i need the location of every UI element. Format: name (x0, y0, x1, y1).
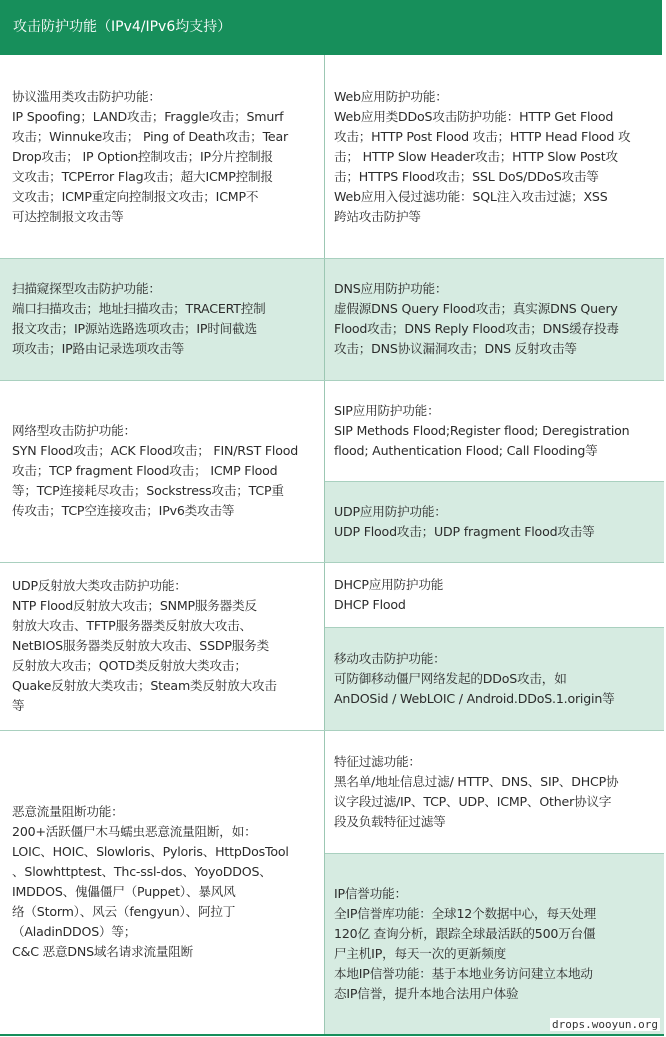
cell-line: 跨站攻击防护等 (334, 208, 421, 224)
cell-line: 攻击；HTTP Post Flood 攻击；HTTP Head Flood 攻 (334, 128, 631, 144)
cell-title: DNS应用防护功能： (334, 281, 448, 296)
cell-line: 报文攻击；IP源站选路选项攻击；IP时间截选 (12, 321, 257, 336)
cell-title: IP信誉功能： (334, 885, 407, 901)
cell-line: 络（Storm）、风云（fengyun）、阿拉丁 (12, 904, 236, 919)
cell-title: UDP反射放大类攻击防护功能： (12, 578, 187, 593)
cell-line: 攻击；TCP fragment Flood攻击； ICMP Flood (12, 463, 278, 478)
right-cell-signature (325, 730, 664, 853)
right-cell-mobile (325, 627, 664, 730)
cell-title: DHCP应用防护功能 (334, 576, 444, 592)
cell-line: 文攻击；TCPError Flag攻击；超大ICMP控制报 (12, 168, 273, 184)
cell-line: 态IP信誉，提升本地合法用户体验 (334, 985, 519, 1001)
cell-line: 尸主机IP，每天一次的更新频度 (334, 945, 507, 961)
left-cell-malicious-traffic (0, 730, 324, 1034)
cell-line: IP Spoofing；LAND攻击；Fraggle攻击；Smurf (12, 108, 284, 124)
cell-line: 攻击；Winnuke攻击； Ping of Death攻击；Tear (12, 128, 288, 144)
cell-line: 射放大攻击、TFTP服务器类反射放大攻击、 (12, 618, 252, 633)
right-cell-dhcp (325, 562, 664, 627)
right-cell-web (325, 55, 664, 258)
cell-line: Drop攻击； IP Option控制攻击；IP分片控制报 (12, 148, 273, 164)
watermark: drops.wooyun.org (552, 1018, 658, 1031)
cell-line: 120亿 查询分析，跟踪全球最活跃的500万台僵 (334, 925, 596, 941)
cell-title: 扫描窥探型攻击防护功能： (12, 281, 161, 296)
cell-line: 全IP信誉库功能：全球12个数据中心，每天处理 (334, 905, 597, 921)
right-cell-sip (325, 380, 664, 481)
column-divider (324, 55, 325, 1035)
cell-line: UDP Flood攻击；UDP fragment Flood攻击等 (334, 523, 595, 539)
cell-line: C&C 恶意DNS域名请求流量阻断 (12, 944, 194, 959)
cell-line: 等 (12, 698, 25, 713)
right-cell-udp (325, 481, 664, 562)
cell-title: UDP应用防护功能： (334, 503, 447, 519)
cell-line: （AladinDDOS）等； (12, 924, 137, 939)
right-cell-dns (325, 258, 664, 380)
row-divider (325, 853, 664, 854)
cell-line: 议字段过滤/IP、TCP、UDP、ICMP、Other协议字 (334, 793, 612, 809)
left-cell-udp-reflection (0, 562, 324, 730)
cell-line: Web应用类DDoS攻击防护功能：HTTP Get Flood (334, 108, 614, 124)
cell-line: 传攻击；TCP空连接攻击；IPv6类攻击等 (12, 503, 235, 518)
cell-title: 移动攻击防护功能： (334, 650, 446, 666)
cell-title: Web应用防护功能： (334, 88, 448, 104)
cell-line: 反射放大攻击；QOTD类反射放大类攻击； (12, 658, 247, 673)
cell-title: SIP应用防护功能： (334, 402, 440, 418)
cell-line: flood; Authentication Flood; Call Flooding等 (334, 442, 598, 458)
cell-line: 击； HTTP Slow Header攻击；HTTP Slow Post攻 (334, 148, 618, 164)
row-divider (0, 380, 664, 381)
cell-line: Web应用入侵过滤功能：SQL注入攻击过滤；XSS (334, 188, 608, 204)
cell-line: 200+活跃僵尸木马蠕虫恶意流量阻断，如： (12, 824, 257, 839)
cell-line: 项攻击；IP路由记录选项攻击等 (12, 341, 185, 356)
cell-line: NTP Flood反射放大攻击；SNMP服务器类反 (12, 598, 257, 613)
left-cell-scan (0, 258, 324, 380)
cell-line: SYN Flood攻击；ACK Flood攻击； FIN/RST Flood (12, 443, 299, 458)
cell-line: Quake反射放大类攻击；Steam类反射放大攻击 (12, 678, 277, 693)
cell-line: Flood攻击；DNS Reply Flood攻击；DNS缓存投毒 (334, 321, 619, 336)
cell-title: 特征过滤功能： (334, 753, 421, 769)
row-divider (325, 481, 664, 482)
table-header: 攻击防护功能（IPv4/IPv6均支持） (0, 0, 664, 55)
left-cell-protocol-abuse (0, 55, 324, 258)
cell-line: AnDOSid / WebLOIC / Android.DDoS.1.origin等 (334, 690, 615, 706)
cell-title: 恶意流量阻断功能： (12, 804, 124, 819)
cell-title: 协议滥用类攻击防护功能： (12, 88, 161, 104)
cell-line: 击；HTTPS Flood攻击；SSL DoS/DDoS攻击等 (334, 168, 599, 184)
right-cell-ip-reputation (325, 853, 664, 1034)
cell-line: DHCP Flood (334, 596, 406, 612)
cell-title: 网络型攻击防护功能： (12, 423, 136, 438)
cell-line: 可达控制报文攻击等 (12, 208, 124, 224)
row-divider (325, 627, 664, 628)
row-divider (0, 730, 664, 731)
cell-line: LOIC、HOIC、Slowloris、Pyloris、HttpDosTool (12, 844, 289, 859)
cell-line: 、Slowhttptest、Thc-ssl-dos、YoyoDDOS、 (12, 864, 272, 879)
cell-line: 本地IP信誉功能：基于本地业务访问建立本地动 (334, 965, 593, 981)
cell-line: 段及负载特征过滤等 (334, 813, 446, 829)
cell-line: 端口扫描攻击；地址扫描攻击；TRACERT控制 (12, 301, 266, 316)
cell-line: 等；TCP连接耗尽攻击；Sockstress攻击；TCP重 (12, 483, 284, 498)
cell-line: NetBIOS服务器类反射放大攻击、SSDP服务类 (12, 638, 269, 653)
cell-line: 黑名单/地址信息过滤/ HTTP、DNS、SIP、DHCP协 (334, 773, 619, 789)
row-divider (0, 562, 664, 563)
table-bottom-border (0, 1034, 664, 1036)
cell-line: 攻击；DNS协议漏洞攻击；DNS 反射攻击等 (334, 341, 577, 356)
cell-line: 文攻击；ICMP重定向控制报文攻击；ICMP不 (12, 188, 259, 204)
left-cell-network (0, 380, 324, 562)
cell-line: 可防御移动僵尸网络发起的DDoS攻击，如 (334, 670, 567, 686)
cell-line: 虚假源DNS Query Flood攻击；真实源DNS Query (334, 301, 618, 316)
row-divider (0, 258, 664, 259)
cell-line: IMDDOS、傀儡僵尸（Puppet）、暴风风 (12, 884, 236, 899)
cell-line: SIP Methods Flood;Register flood; Deregistration (334, 422, 630, 438)
